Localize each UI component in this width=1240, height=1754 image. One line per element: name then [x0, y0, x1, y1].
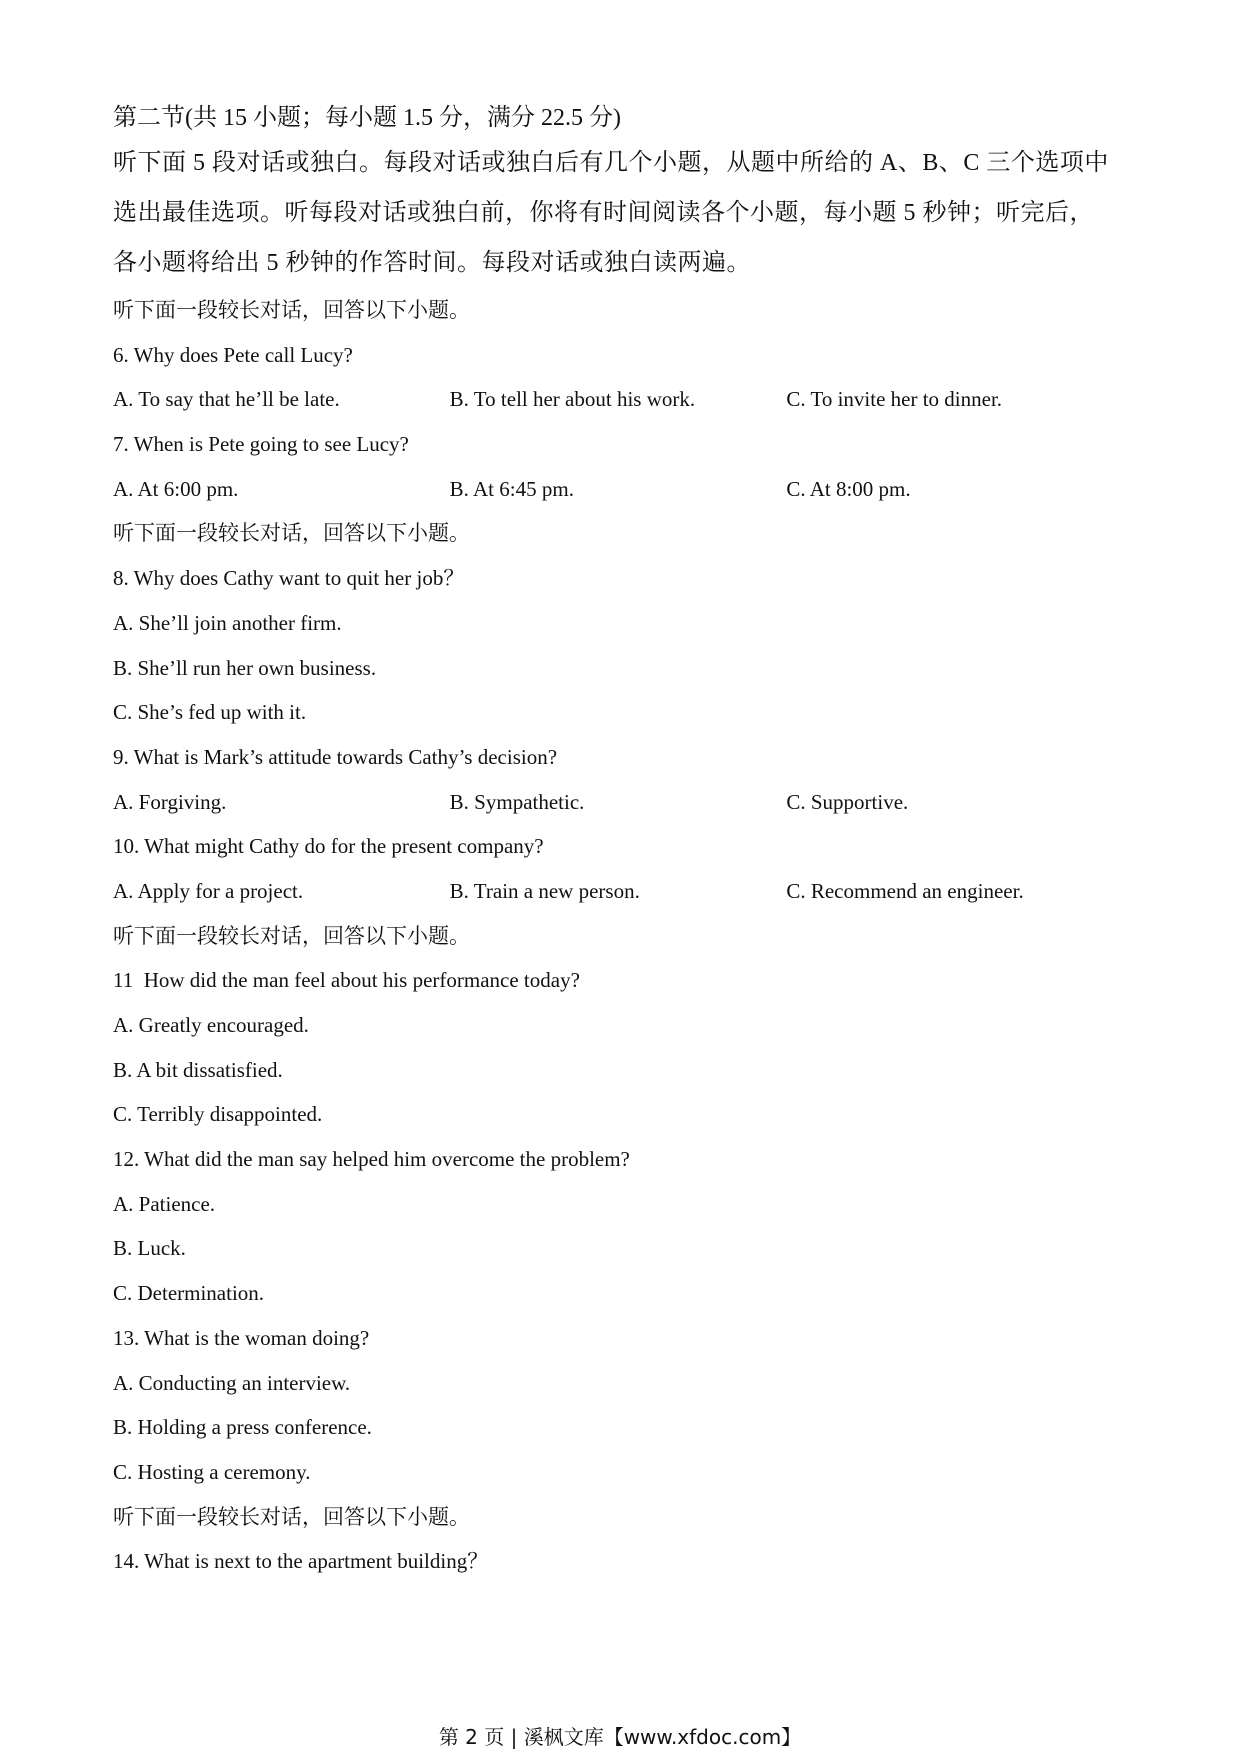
dialogue-block-3 — [113, 914, 1123, 1495]
option-c: C. Supportive. — [786, 789, 909, 814]
question-stem: 13. What is the woman doing? — [113, 1325, 370, 1350]
option-c: C. At 8:00 pm. — [786, 476, 911, 501]
option-b: B. Holding a press conference. — [113, 1415, 372, 1440]
option-c: C. Determination. — [113, 1281, 265, 1306]
question-stem: 11 How did the man feel about his performance today? — [113, 968, 580, 993]
option-a: A. At 6:00 pm. — [113, 476, 239, 501]
option-a: A. To say that he’ll be late. — [113, 387, 340, 412]
question-stem: 9. What is Mark’s attitude towards Cathy’s decision? — [113, 744, 558, 769]
option-b: B. At 6:45 pm. — [449, 476, 574, 501]
dialogue-prompt: 听下面一段较长对话，回答以下小题。 — [113, 923, 470, 948]
option-a: A. Patience. — [113, 1191, 216, 1216]
option-b: B. Sympathetic. — [449, 789, 585, 814]
question-stem: 10. What might Cathy do for the present company? — [113, 834, 544, 859]
question-stem: 8. Why does Cathy want to quit her job？ — [113, 566, 465, 591]
option-c: C. To invite her to dinner. — [786, 387, 1003, 412]
question-stem: 12. What did the man say helped him overcome the problem? — [113, 1147, 630, 1172]
option-a: A. Greatly encouraged. — [113, 1013, 309, 1037]
question-options — [113, 869, 1123, 914]
option-a: A. Conducting an interview. — [113, 1370, 351, 1395]
option-b: B. A bit dissatisfied. — [113, 1057, 283, 1082]
option-a: A. She’ll join another firm. — [113, 610, 342, 635]
option-b: B. Luck. — [113, 1236, 186, 1261]
question-options — [113, 377, 1123, 422]
dialogue-prompt: 听下面一段较长对话，回答以下小题。 — [113, 521, 470, 546]
instruction-line: 各小题将给出 5 秒钟的作答时间。每段对话或独白读两遍。 — [113, 250, 751, 276]
option-c: C. Recommend an engineer. — [786, 878, 1024, 903]
instruction-line: 听下面 5 段对话或独白。每段对话或独白后有几个小题，从题中所给的 A、B、C 三个选项中 — [113, 150, 1109, 176]
instruction-line: 选出最佳选项。听每段对话或独白前，你将有时间阅读各个小题，每小题 5 秒钟；听完后， — [113, 200, 1094, 226]
section-instructions — [113, 138, 1123, 288]
question-stem: 7. When is Pete going to see Lucy? — [113, 432, 409, 457]
dialogue-prompt: 听下面一段较长对话，回答以下小题。 — [113, 1504, 470, 1529]
question-stem: 6. Why does Pete call Lucy? — [113, 342, 353, 367]
option-a: A. Apply for a project. — [113, 878, 304, 903]
option-a: A. Forgiving. — [113, 789, 227, 814]
option-c: C. Terribly disappointed. — [113, 1102, 323, 1127]
question-options — [113, 467, 1123, 512]
option-b: B. She’ll run her own business. — [113, 655, 377, 680]
option-b: B. Train a new person. — [449, 878, 640, 903]
dialogue-prompt: 听下面一段较长对话，回答以下小题。 — [113, 298, 470, 322]
option-c: C. Hosting a ceremony. — [113, 1459, 311, 1484]
dialogue-block-2 — [113, 511, 1123, 913]
option-b: B. To tell her about his work. — [449, 387, 696, 412]
page-footer: 第 2 页 | 溪枫文库【www.xfdoc.com】 — [438, 1725, 802, 1749]
exam-page — [113, 98, 1123, 1584]
dialogue-block-4 — [113, 1495, 1123, 1584]
section-title: 第二节(共 15 小题；每小题 1.5 分，满分 22.5 分) — [113, 105, 621, 131]
option-c: C. She’s fed up with it. — [113, 700, 307, 725]
question-stem: 14. What is next to the apartment building？ — [113, 1549, 489, 1574]
question-options — [113, 780, 1123, 825]
dialogue-block-1 — [113, 288, 1123, 511]
